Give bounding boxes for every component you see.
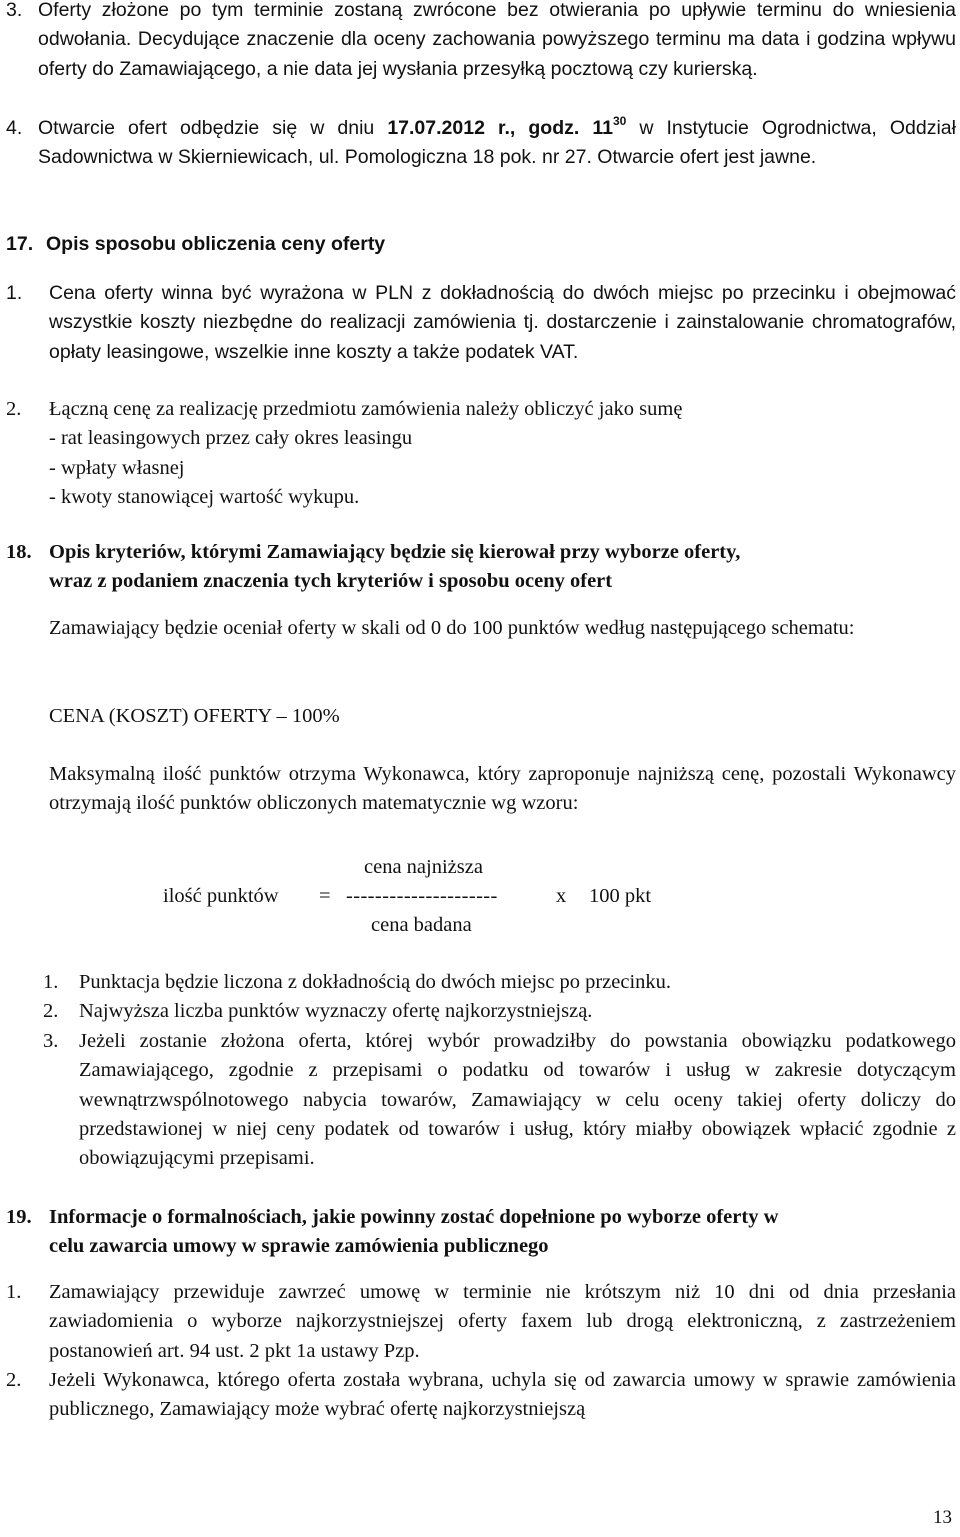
formula-equals: = bbox=[319, 885, 331, 907]
section-number: 18. bbox=[6, 541, 32, 563]
list-text: Jeżeli zostanie złożona oferta, której wybór prowadziłby do powstania obowiązku podatkowego Zamawiającego, zgodnie z przepisami o podatku od towarów i usług w zakresie dotyczącym wewnątrzwspólnotowego nabycia towarów, Zamawiający w celu oceny takiej oferty doliczy do przedstawionej w niej ceny podatek od towarów i usług, który miałby obowiązek wpłacić zgodnie z obowiązującymi przepisami. bbox=[79, 1030, 956, 1170]
section-title: Opis sposobu obliczenia ceny oferty bbox=[46, 233, 386, 255]
list-number: 2. bbox=[6, 398, 22, 420]
list-number: 1. bbox=[6, 282, 23, 304]
opening-time-minutes: 30 bbox=[612, 113, 627, 128]
section-title-line: Informacje o formalnościach, jakie powinny zostać dopełnione po wyborze oferty w bbox=[49, 1206, 779, 1228]
list-number: 1. bbox=[6, 1281, 22, 1303]
paragraph bbox=[38, 114, 956, 173]
paragraph bbox=[49, 395, 956, 512]
section-number: 19. bbox=[6, 1206, 32, 1228]
list-text: Jeżeli Wykonawca, którego oferta została wybrana, uchyla się od zawarcia umowy w sprawie zamówienia publicznego, Zamawiający może wybrać ofertę najkorzystniejszą bbox=[49, 1369, 956, 1421]
section-number: 17. bbox=[6, 233, 34, 255]
sec19-item-1 bbox=[6, 1278, 956, 1366]
section-title-line: wraz z podaniem znaczenia tych kryteriów i sposobu oceny ofert bbox=[49, 570, 613, 593]
section-title bbox=[49, 1203, 956, 1262]
list-line: - kwoty stanowiącej wartość wykupu. bbox=[49, 485, 360, 508]
section-18-heading bbox=[6, 538, 956, 597]
section-title-line: Opis kryteriów, którymi Zamawiający będzie się kierował przy wyborze oferty, bbox=[49, 541, 741, 563]
formula-fraction-line: --------------------- bbox=[346, 885, 498, 907]
list-number: 3. bbox=[6, 0, 23, 21]
paragraph-text: Łączną cenę za realizację przedmiotu zamówienia należy obliczyć jako sumę bbox=[49, 398, 683, 420]
list-text: Zamawiający przewiduje zawrzeć umowę w terminie nie krótszym niż 10 dni od dnia przesłania zawiadomienia o wyborze najkorzystniejszej oferty faxem lub drogą elektroniczną, z zastrzeżeniem postanowień art. 94 ust. 2 pkt 1a ustawy Pzp. bbox=[49, 1281, 956, 1362]
paragraph: Oferty złożone po tym terminie zostaną zwrócone bez otwierania po upływie terminu do wniesienia odwołania. Decydujące znaczenie dla oceny zachowania powyższego terminu ma data i godzina wpływu oferty do Zamawiającego, a nie data jej wysłania przesyłką pocztową czy kurierską. bbox=[38, 0, 956, 80]
sec16-item-4 bbox=[6, 114, 956, 173]
section-17-heading bbox=[6, 230, 956, 259]
formula-lhs: ilość punktów bbox=[163, 885, 279, 907]
sec16-item-3 bbox=[6, 0, 956, 84]
list-number: 4. bbox=[6, 117, 23, 139]
formula-denominator: cena badana bbox=[371, 914, 472, 936]
list-number: 2. bbox=[6, 1369, 22, 1391]
list-item bbox=[6, 968, 956, 997]
sec19-item-2 bbox=[6, 1366, 956, 1425]
paragraph-text: w Instytucie Ogrodnictwa, Oddział Sadownictwa w Skierniewicach, ul. Pomologiczna 18 pok. nr 27. Otwarcie ofert jest jawne. bbox=[38, 117, 956, 169]
section-title-line: celu zawarcia umowy w sprawie zamówienia publicznego bbox=[49, 1235, 549, 1258]
page-number: 13 bbox=[933, 1507, 952, 1528]
section-title bbox=[49, 538, 956, 597]
sec17-item-1 bbox=[6, 279, 956, 367]
opening-date: 17.07.2012 r., godz. 11 bbox=[387, 117, 613, 139]
formula-numerator: cena najniższa bbox=[364, 856, 483, 878]
section-19-heading bbox=[6, 1203, 956, 1262]
paragraph-text: Otwarcie ofert odbędzie się w dniu bbox=[38, 117, 388, 139]
list-number: 3. bbox=[43, 1030, 59, 1052]
list-text: Punktacja będzie liczona z dokładnością do dwóch miejsc po przecinku. bbox=[79, 971, 672, 993]
list-item bbox=[6, 997, 956, 1026]
paragraph: Cena oferty winna być wyrażona w PLN z dokładnością do dwóch miejsc po przecinku i obejmować wszystkie koszty niezbędne do realizacji zamówienia tj. dostarczenie i zainstalowanie chromatografów, opłaty leasingowe, wszelkie inne koszty a także podatek VAT. bbox=[49, 282, 956, 363]
formula-factor: 100 pkt bbox=[589, 885, 652, 907]
list-number: 2. bbox=[43, 1000, 59, 1022]
list-number: 1. bbox=[43, 971, 59, 993]
list-line: - wpłaty własnej bbox=[49, 456, 185, 479]
sec17-item-2 bbox=[6, 395, 956, 512]
list-item bbox=[6, 1027, 956, 1173]
formula-multiplier: x bbox=[556, 885, 567, 907]
sec18-intro: Zamawiający będzie oceniał oferty w skali od 0 do 100 punktów według następującego schematu: bbox=[49, 617, 855, 639]
list-line: - rat leasingowych przez cały okres leasingu bbox=[49, 427, 413, 450]
list-text: Najwyższa liczba punktów wyznaczy ofertę najkorzystniejszą. bbox=[79, 1000, 593, 1022]
sec18-rule: Maksymalną ilość punktów otrzyma Wykonawca, który zaproponuje najniższą cenę, pozostali Wykonawcy otrzymają ilość punktów obliczonych matematycznie wg wzoru: bbox=[49, 763, 956, 815]
criterion-line: CENA (KOSZT) OFERTY – 100% bbox=[49, 705, 340, 727]
